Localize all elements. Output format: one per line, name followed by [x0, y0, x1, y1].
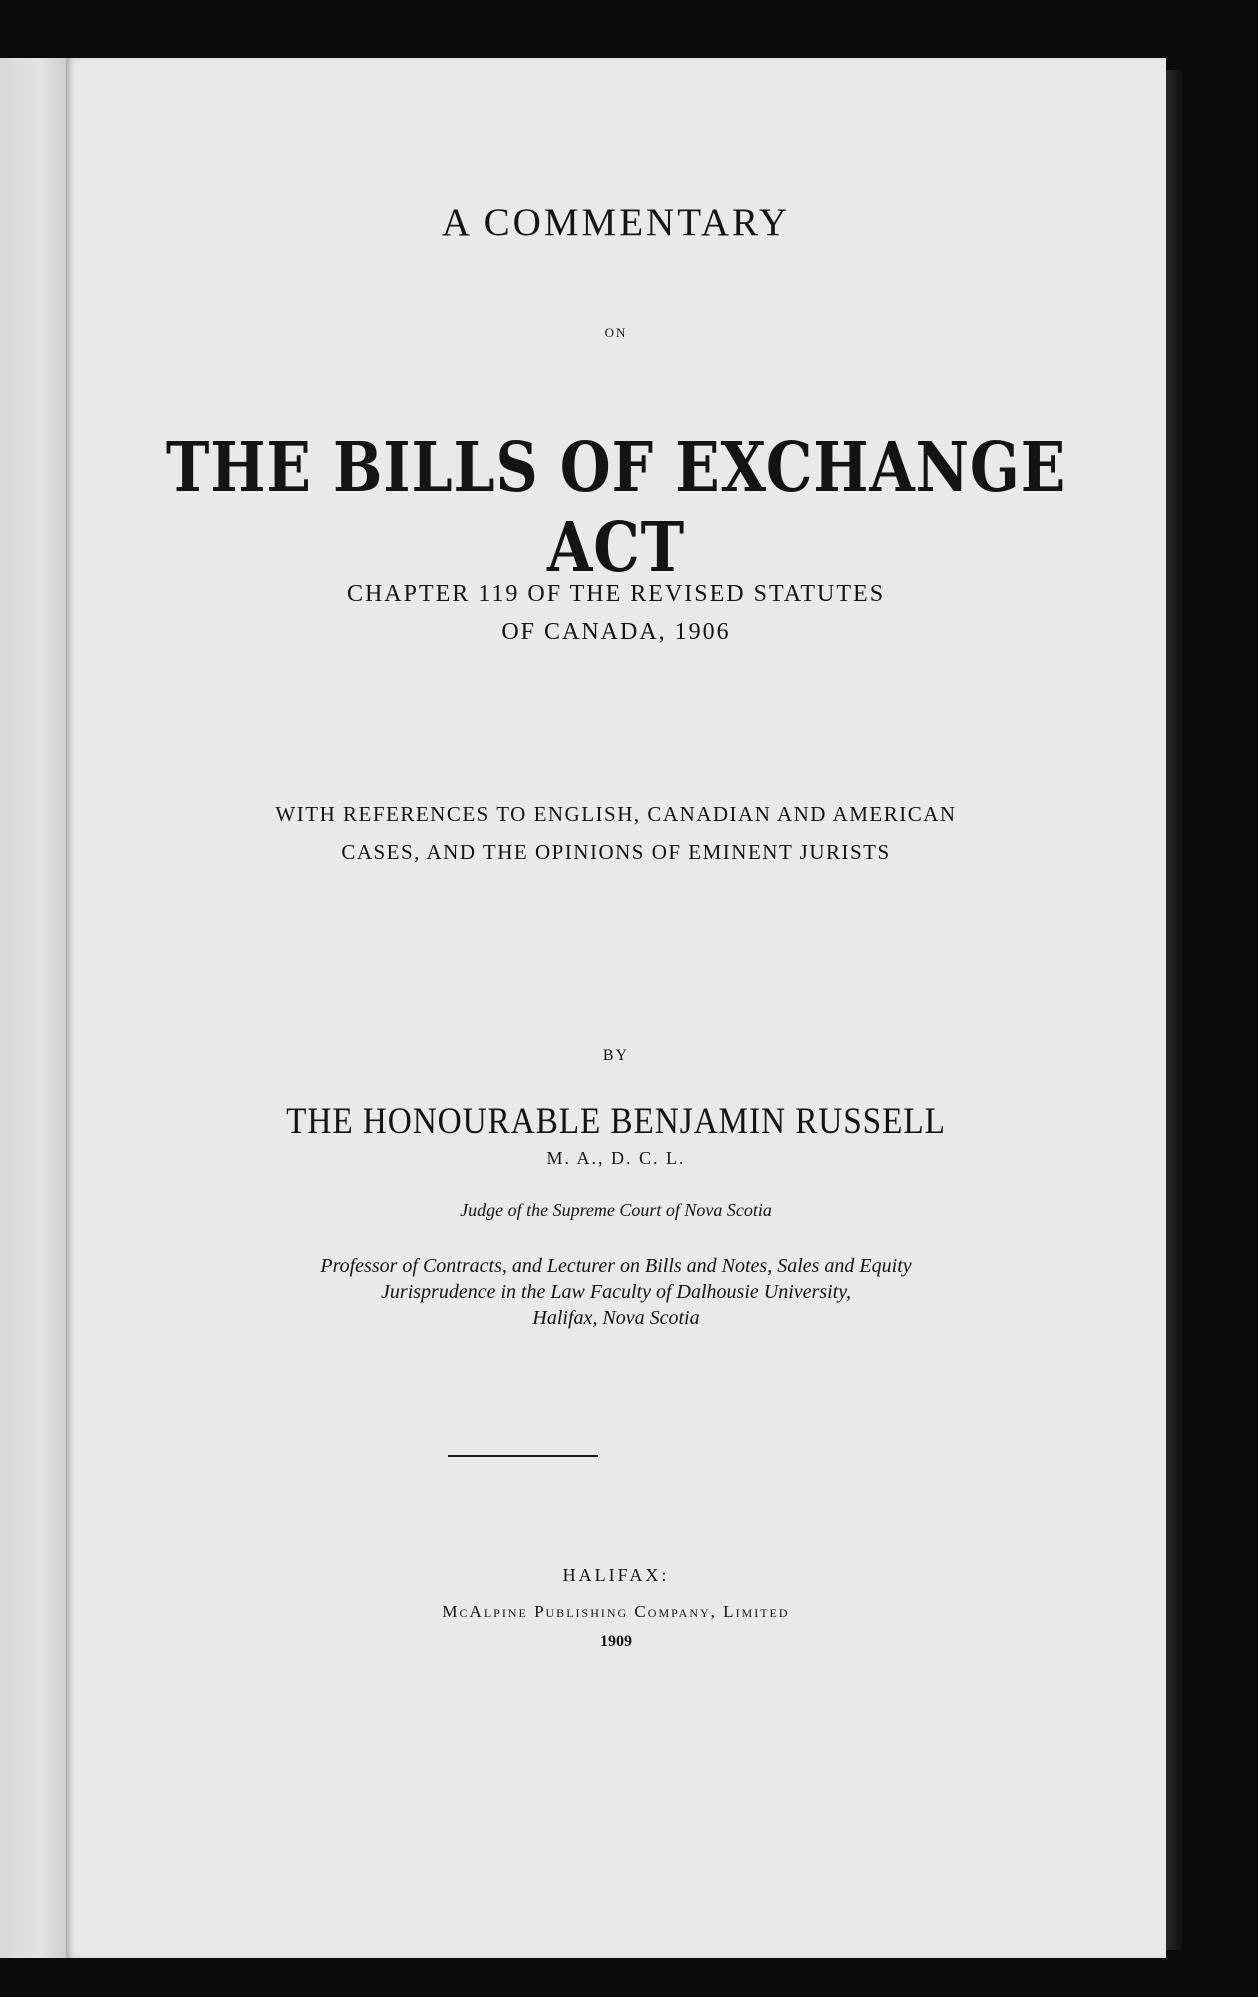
- imprint-city: HALIFAX:: [562, 1565, 670, 1585]
- references-subtitle: [66, 795, 1166, 871]
- imprint-publisher: McAlpine Publishing Company, Limited: [442, 1602, 790, 1621]
- main-title: THE BILLS OF EXCHANGE ACT: [165, 428, 1067, 588]
- professor-line: Halifax, Nova Scotia: [532, 1307, 700, 1329]
- author-professor-title: [66, 1253, 1166, 1331]
- imprint-year: 1909: [600, 1633, 632, 1650]
- references-line: WITH REFERENCES TO ENGLISH, CANADIAN AND AMERICAN: [275, 802, 957, 826]
- title-prefix: A COMMENTARY: [441, 201, 791, 244]
- author-name: THE HONOURABLE BENJAMIN RUSSELL: [286, 1101, 946, 1142]
- author-degrees: M. A., D. C. L.: [546, 1148, 686, 1168]
- references-line: CASES, AND THE OPINIONS OF EMINENT JURISTS: [341, 840, 891, 864]
- divider-rule: [448, 1455, 598, 1457]
- title-connector: ON: [604, 325, 628, 340]
- chapter-line: CHAPTER 119 OF THE REVISED STATUTES: [346, 581, 886, 607]
- facing-page-edge: [0, 58, 66, 1958]
- title-page: [66, 58, 1166, 1958]
- by-line: BY: [602, 1047, 630, 1064]
- chapter-line: OF CANADA, 1906: [501, 619, 731, 645]
- chapter-subtitle: [66, 575, 1166, 651]
- author-judge-title: Judge of the Supreme Court of Nova Scotia: [460, 1200, 772, 1220]
- professor-line: Professor of Contracts, and Lecturer on Bills and Notes, Sales and Equity: [320, 1255, 912, 1277]
- book-edge: [1166, 70, 1182, 1950]
- professor-line: Jurisprudence in the Law Faculty of Dalhousie University,: [381, 1281, 851, 1303]
